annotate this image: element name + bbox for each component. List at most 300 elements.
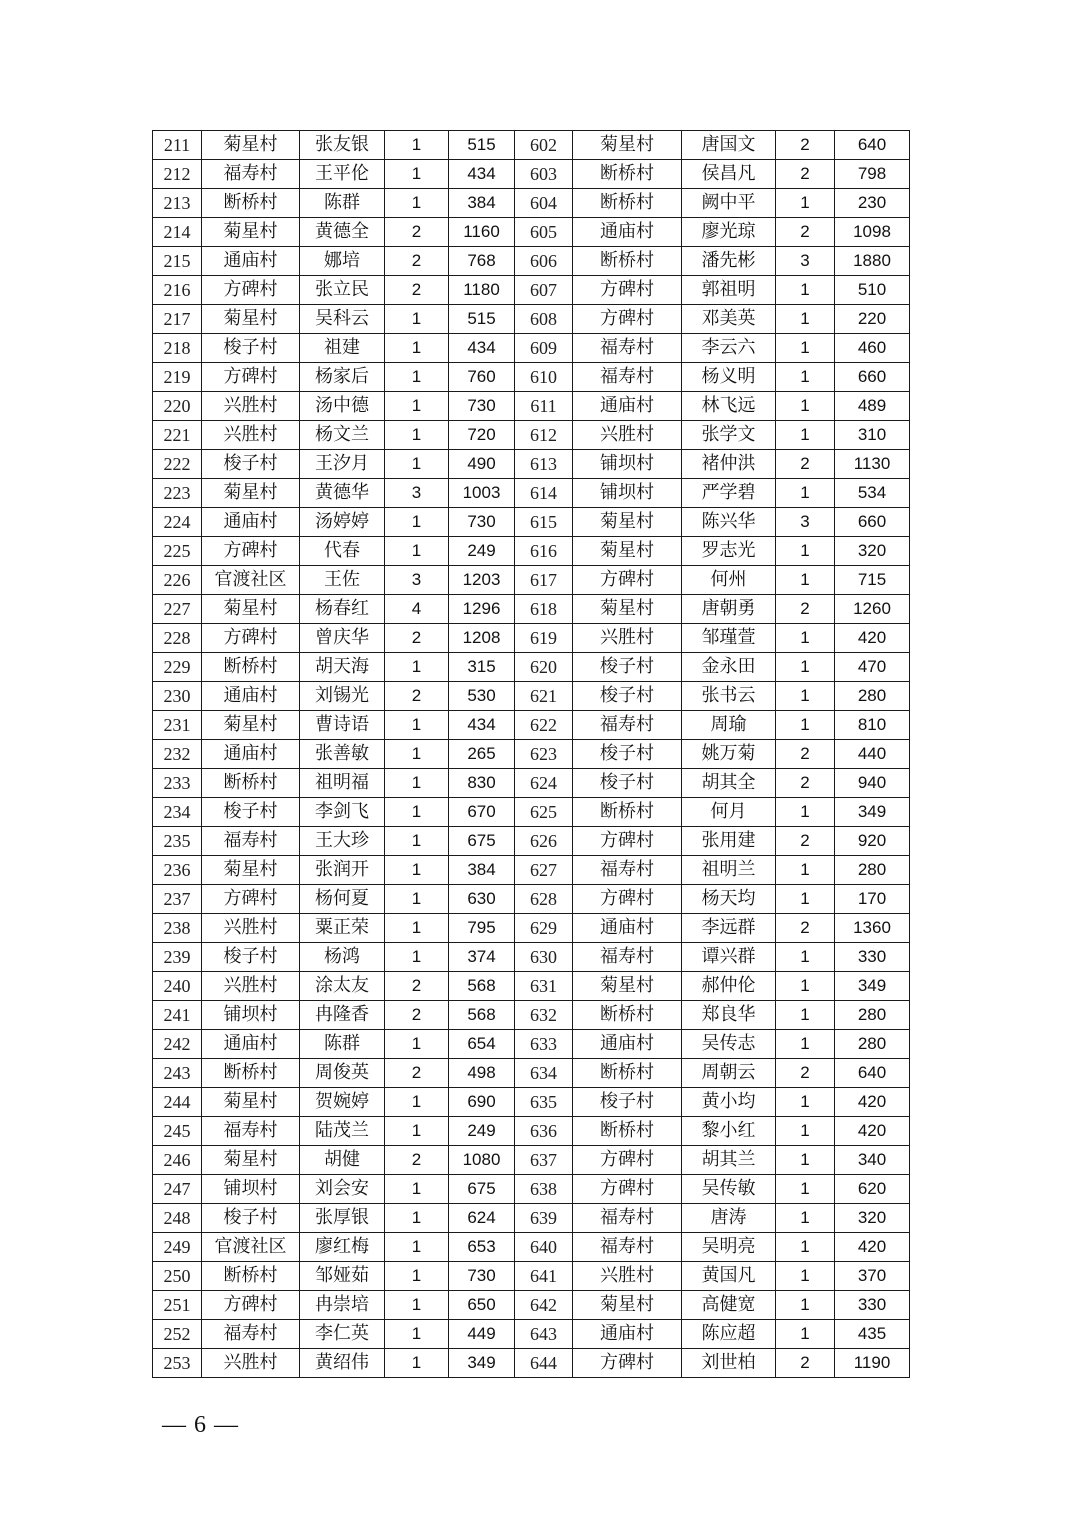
cell-serial-no: 239 [153, 943, 202, 972]
cell-household-count: 1 [385, 392, 449, 421]
cell-amount: 1190 [835, 1349, 910, 1378]
cell-household-count: 1 [385, 711, 449, 740]
cell-amount: 660 [835, 508, 910, 537]
cell-household-count: 1 [385, 189, 449, 218]
cell-village: 福寿村 [573, 363, 682, 392]
cell-serial-no: 618 [515, 595, 573, 624]
cell-serial-no: 608 [515, 305, 573, 334]
cell-village: 通庙村 [573, 914, 682, 943]
cell-serial-no: 224 [153, 508, 202, 537]
cell-household-count: 2 [385, 1146, 449, 1175]
cell-household-count: 1 [385, 798, 449, 827]
table-row [153, 827, 910, 856]
cell-village: 兴胜村 [202, 972, 300, 1001]
cell-household-count: 1 [776, 1117, 835, 1146]
cell-serial-no: 243 [153, 1059, 202, 1088]
cell-village: 断桥村 [573, 1059, 682, 1088]
table-row [153, 769, 910, 798]
cell-serial-no: 638 [515, 1175, 573, 1204]
cell-household-count: 2 [776, 740, 835, 769]
cell-village: 方碑村 [573, 1349, 682, 1378]
cell-amount: 670 [449, 798, 515, 827]
cell-village: 梭子村 [202, 334, 300, 363]
cell-village: 通庙村 [202, 740, 300, 769]
cell-serial-no: 613 [515, 450, 573, 479]
cell-name: 张用建 [682, 827, 776, 856]
cell-name: 张善敏 [300, 740, 385, 769]
cell-name: 刘锡光 [300, 682, 385, 711]
cell-household-count: 1 [776, 1320, 835, 1349]
cell-name: 黄绍伟 [300, 1349, 385, 1378]
cell-village: 菊星村 [202, 1146, 300, 1175]
cell-serial-no: 233 [153, 769, 202, 798]
cell-amount: 760 [449, 363, 515, 392]
cell-name: 郑良华 [682, 1001, 776, 1030]
cell-serial-no: 253 [153, 1349, 202, 1378]
cell-village: 兴胜村 [202, 421, 300, 450]
cell-amount: 650 [449, 1291, 515, 1320]
cell-amount: 249 [449, 537, 515, 566]
table-row [153, 131, 910, 160]
cell-name: 黎小红 [682, 1117, 776, 1146]
cell-serial-no: 237 [153, 885, 202, 914]
cell-name: 刘会安 [300, 1175, 385, 1204]
cell-name: 张润开 [300, 856, 385, 885]
cell-serial-no: 251 [153, 1291, 202, 1320]
cell-village: 福寿村 [573, 711, 682, 740]
cell-household-count: 3 [776, 247, 835, 276]
cell-serial-no: 625 [515, 798, 573, 827]
cell-serial-no: 642 [515, 1291, 573, 1320]
cell-amount: 249 [449, 1117, 515, 1146]
cell-serial-no: 221 [153, 421, 202, 450]
cell-household-count: 1 [776, 537, 835, 566]
cell-village: 福寿村 [202, 160, 300, 189]
cell-amount: 920 [835, 827, 910, 856]
cell-serial-no: 607 [515, 276, 573, 305]
cell-serial-no: 610 [515, 363, 573, 392]
cell-amount: 620 [835, 1175, 910, 1204]
cell-serial-no: 228 [153, 624, 202, 653]
cell-serial-no: 246 [153, 1146, 202, 1175]
cell-name: 侯昌凡 [682, 160, 776, 189]
cell-serial-no: 604 [515, 189, 573, 218]
cell-household-count: 1 [385, 740, 449, 769]
cell-household-count: 1 [385, 305, 449, 334]
cell-amount: 280 [835, 682, 910, 711]
cell-village: 福寿村 [573, 334, 682, 363]
cell-village: 兴胜村 [573, 624, 682, 653]
cell-village: 通庙村 [573, 392, 682, 421]
table-row [153, 798, 910, 827]
cell-amount: 768 [449, 247, 515, 276]
table-row [153, 1204, 910, 1233]
cell-amount: 1130 [835, 450, 910, 479]
cell-amount: 1160 [449, 218, 515, 247]
cell-amount: 349 [449, 1349, 515, 1378]
cell-name: 张友银 [300, 131, 385, 160]
cell-village: 菊星村 [202, 305, 300, 334]
cell-serial-no: 214 [153, 218, 202, 247]
cell-household-count: 1 [776, 189, 835, 218]
cell-name: 李剑飞 [300, 798, 385, 827]
cell-amount: 510 [835, 276, 910, 305]
cell-household-count: 1 [776, 1262, 835, 1291]
cell-household-count: 1 [776, 1204, 835, 1233]
table-row [153, 305, 910, 334]
cell-serial-no: 636 [515, 1117, 573, 1146]
cell-amount: 1098 [835, 218, 910, 247]
cell-village: 方碑村 [202, 276, 300, 305]
cell-name: 邹瑾萱 [682, 624, 776, 653]
cell-amount: 420 [835, 1117, 910, 1146]
cell-name: 唐朝勇 [682, 595, 776, 624]
cell-serial-no: 225 [153, 537, 202, 566]
cell-village: 方碑村 [573, 885, 682, 914]
cell-serial-no: 630 [515, 943, 573, 972]
cell-name: 邓美英 [682, 305, 776, 334]
cell-household-count: 1 [776, 363, 835, 392]
cell-name: 李云六 [682, 334, 776, 363]
cell-village: 通庙村 [573, 218, 682, 247]
cell-village: 铺坝村 [202, 1001, 300, 1030]
cell-household-count: 2 [776, 1349, 835, 1378]
page-number: — 6 — [162, 1412, 239, 1438]
table-row [153, 1175, 910, 1204]
cell-household-count: 3 [385, 566, 449, 595]
cell-village: 梭子村 [202, 450, 300, 479]
cell-name: 吴科云 [300, 305, 385, 334]
cell-village: 通庙村 [573, 1030, 682, 1059]
cell-name: 代春 [300, 537, 385, 566]
cell-serial-no: 232 [153, 740, 202, 769]
cell-household-count: 1 [385, 1175, 449, 1204]
cell-household-count: 1 [385, 1088, 449, 1117]
cell-household-count: 1 [776, 1146, 835, 1175]
table-row [153, 856, 910, 885]
cell-serial-no: 615 [515, 508, 573, 537]
table-row [153, 885, 910, 914]
cell-serial-no: 627 [515, 856, 573, 885]
cell-household-count: 1 [776, 624, 835, 653]
cell-village: 方碑村 [573, 276, 682, 305]
cell-serial-no: 635 [515, 1088, 573, 1117]
cell-household-count: 4 [385, 595, 449, 624]
cell-village: 断桥村 [202, 189, 300, 218]
cell-household-count: 1 [776, 682, 835, 711]
cell-amount: 654 [449, 1030, 515, 1059]
cell-amount: 730 [449, 1262, 515, 1291]
cell-name: 唐涛 [682, 1204, 776, 1233]
cell-village: 断桥村 [573, 798, 682, 827]
cell-serial-no: 229 [153, 653, 202, 682]
cell-name: 杨天均 [682, 885, 776, 914]
cell-household-count: 1 [776, 1030, 835, 1059]
cell-serial-no: 231 [153, 711, 202, 740]
cell-serial-no: 640 [515, 1233, 573, 1262]
table-row [153, 160, 910, 189]
cell-household-count: 1 [776, 1291, 835, 1320]
cell-village: 菊星村 [202, 479, 300, 508]
table-row [153, 334, 910, 363]
cell-household-count: 1 [385, 856, 449, 885]
cell-serial-no: 622 [515, 711, 573, 740]
cell-village: 官渡社区 [202, 566, 300, 595]
cell-amount: 830 [449, 769, 515, 798]
cell-amount: 1260 [835, 595, 910, 624]
cell-household-count: 2 [776, 914, 835, 943]
cell-household-count: 1 [776, 479, 835, 508]
cell-amount: 675 [449, 1175, 515, 1204]
cell-amount: 534 [835, 479, 910, 508]
cell-serial-no: 236 [153, 856, 202, 885]
cell-amount: 568 [449, 1001, 515, 1030]
cell-village: 菊星村 [202, 131, 300, 160]
cell-amount: 1360 [835, 914, 910, 943]
cell-village: 断桥村 [202, 1059, 300, 1088]
cell-name: 张书云 [682, 682, 776, 711]
cell-serial-no: 624 [515, 769, 573, 798]
cell-household-count: 1 [776, 276, 835, 305]
cell-village: 菊星村 [202, 711, 300, 740]
cell-name: 陆茂兰 [300, 1117, 385, 1146]
cell-amount: 280 [835, 856, 910, 885]
cell-village: 官渡社区 [202, 1233, 300, 1262]
cell-household-count: 2 [776, 131, 835, 160]
cell-name: 张厚银 [300, 1204, 385, 1233]
cell-name: 潘先彬 [682, 247, 776, 276]
cell-serial-no: 644 [515, 1349, 573, 1378]
table-row [153, 276, 910, 305]
cell-serial-no: 217 [153, 305, 202, 334]
cell-village: 通庙村 [202, 247, 300, 276]
cell-name: 汤婷婷 [300, 508, 385, 537]
cell-serial-no: 230 [153, 682, 202, 711]
cell-name: 胡天海 [300, 653, 385, 682]
table-row [153, 1320, 910, 1349]
cell-name: 周瑜 [682, 711, 776, 740]
table-row [153, 566, 910, 595]
cell-serial-no: 621 [515, 682, 573, 711]
cell-amount: 330 [835, 1291, 910, 1320]
table-row [153, 189, 910, 218]
cell-amount: 330 [835, 943, 910, 972]
cell-name: 吴传敏 [682, 1175, 776, 1204]
cell-serial-no: 623 [515, 740, 573, 769]
cell-village: 福寿村 [202, 1320, 300, 1349]
cell-name: 郝仲伦 [682, 972, 776, 1001]
cell-serial-no: 235 [153, 827, 202, 856]
cell-serial-no: 634 [515, 1059, 573, 1088]
cell-village: 兴胜村 [573, 421, 682, 450]
cell-household-count: 1 [776, 653, 835, 682]
cell-household-count: 1 [776, 334, 835, 363]
cell-amount: 434 [449, 334, 515, 363]
cell-amount: 660 [835, 363, 910, 392]
cell-serial-no: 616 [515, 537, 573, 566]
cell-serial-no: 617 [515, 566, 573, 595]
cell-serial-no: 631 [515, 972, 573, 1001]
cell-name: 陈兴华 [682, 508, 776, 537]
cell-household-count: 1 [385, 1204, 449, 1233]
cell-serial-no: 626 [515, 827, 573, 856]
cell-serial-no: 248 [153, 1204, 202, 1233]
table-row [153, 595, 910, 624]
cell-village: 方碑村 [573, 827, 682, 856]
cell-village: 菊星村 [573, 131, 682, 160]
cell-household-count: 1 [385, 1349, 449, 1378]
cell-household-count: 2 [776, 827, 835, 856]
cell-amount: 435 [835, 1320, 910, 1349]
cell-village: 福寿村 [202, 827, 300, 856]
cell-village: 方碑村 [573, 566, 682, 595]
cell-amount: 1208 [449, 624, 515, 653]
cell-name: 周俊英 [300, 1059, 385, 1088]
cell-village: 方碑村 [202, 1291, 300, 1320]
cell-amount: 230 [835, 189, 910, 218]
table-row [153, 479, 910, 508]
cell-name: 周朝云 [682, 1059, 776, 1088]
cell-serial-no: 633 [515, 1030, 573, 1059]
cell-name: 谭兴群 [682, 943, 776, 972]
cell-serial-no: 611 [515, 392, 573, 421]
cell-household-count: 1 [385, 450, 449, 479]
cell-name: 金永田 [682, 653, 776, 682]
cell-village: 方碑村 [573, 305, 682, 334]
cell-name: 曾庆华 [300, 624, 385, 653]
cell-serial-no: 252 [153, 1320, 202, 1349]
table-row [153, 218, 910, 247]
cell-name: 姚万菊 [682, 740, 776, 769]
table-row [153, 711, 910, 740]
table-row [153, 1146, 910, 1175]
cell-name: 张立民 [300, 276, 385, 305]
cell-household-count: 1 [385, 1291, 449, 1320]
cell-amount: 420 [835, 1088, 910, 1117]
cell-household-count: 1 [776, 943, 835, 972]
cell-household-count: 1 [776, 1175, 835, 1204]
cell-village: 兴胜村 [202, 392, 300, 421]
cell-name: 高健宽 [682, 1291, 776, 1320]
cell-amount: 280 [835, 1030, 910, 1059]
cell-name: 杨春红 [300, 595, 385, 624]
cell-name: 娜培 [300, 247, 385, 276]
cell-household-count: 2 [776, 450, 835, 479]
cell-serial-no: 223 [153, 479, 202, 508]
cell-village: 方碑村 [202, 624, 300, 653]
cell-name: 王平伦 [300, 160, 385, 189]
cell-household-count: 1 [385, 827, 449, 856]
cell-household-count: 2 [776, 1059, 835, 1088]
table-row [153, 392, 910, 421]
cell-name: 李仁英 [300, 1320, 385, 1349]
table-row [153, 682, 910, 711]
cell-serial-no: 240 [153, 972, 202, 1001]
cell-village: 铺坝村 [202, 1175, 300, 1204]
cell-amount: 675 [449, 827, 515, 856]
cell-name: 陈群 [300, 1030, 385, 1059]
cell-serial-no: 632 [515, 1001, 573, 1030]
cell-serial-no: 213 [153, 189, 202, 218]
cell-serial-no: 602 [515, 131, 573, 160]
cell-household-count: 2 [776, 595, 835, 624]
cell-household-count: 2 [385, 276, 449, 305]
cell-village: 兴胜村 [202, 1349, 300, 1378]
cell-serial-no: 226 [153, 566, 202, 595]
cell-household-count: 1 [776, 421, 835, 450]
table-row [153, 363, 910, 392]
cell-serial-no: 220 [153, 392, 202, 421]
cell-serial-no: 241 [153, 1001, 202, 1030]
cell-household-count: 1 [776, 798, 835, 827]
cell-amount: 730 [449, 392, 515, 421]
cell-amount: 320 [835, 1204, 910, 1233]
cell-village: 通庙村 [202, 682, 300, 711]
cell-serial-no: 614 [515, 479, 573, 508]
cell-serial-no: 612 [515, 421, 573, 450]
table-row [153, 1030, 910, 1059]
cell-amount: 340 [835, 1146, 910, 1175]
cell-amount: 498 [449, 1059, 515, 1088]
cell-village: 断桥村 [573, 1117, 682, 1146]
cell-household-count: 1 [385, 508, 449, 537]
cell-village: 通庙村 [202, 1030, 300, 1059]
table-row [153, 1088, 910, 1117]
cell-village: 菊星村 [573, 595, 682, 624]
cell-village: 梭子村 [202, 798, 300, 827]
cell-household-count: 1 [385, 537, 449, 566]
cell-name: 祖建 [300, 334, 385, 363]
cell-household-count: 2 [385, 972, 449, 1001]
cell-household-count: 1 [385, 943, 449, 972]
cell-name: 林飞远 [682, 392, 776, 421]
cell-household-count: 1 [385, 1117, 449, 1146]
cell-amount: 320 [835, 537, 910, 566]
cell-serial-no: 219 [153, 363, 202, 392]
cell-name: 王佐 [300, 566, 385, 595]
cell-amount: 265 [449, 740, 515, 769]
cell-amount: 1880 [835, 247, 910, 276]
cell-name: 郭祖明 [682, 276, 776, 305]
cell-household-count: 2 [776, 218, 835, 247]
cell-name: 粟正荣 [300, 914, 385, 943]
cell-name: 褚仲洪 [682, 450, 776, 479]
cell-name: 杨家后 [300, 363, 385, 392]
cell-household-count: 1 [385, 160, 449, 189]
cell-name: 杨义明 [682, 363, 776, 392]
cell-amount: 280 [835, 1001, 910, 1030]
cell-village: 菊星村 [573, 1291, 682, 1320]
cell-village: 梭子村 [573, 1088, 682, 1117]
table-row [153, 914, 910, 943]
cell-household-count: 1 [776, 566, 835, 595]
cell-village: 断桥村 [573, 1001, 682, 1030]
table-row [153, 1117, 910, 1146]
cell-name: 贺婉婷 [300, 1088, 385, 1117]
cell-amount: 630 [449, 885, 515, 914]
cell-village: 福寿村 [573, 943, 682, 972]
cell-household-count: 2 [385, 682, 449, 711]
table-row [153, 508, 910, 537]
cell-amount: 489 [835, 392, 910, 421]
cell-household-count: 1 [776, 972, 835, 1001]
cell-household-count: 1 [385, 653, 449, 682]
cell-village: 断桥村 [202, 769, 300, 798]
cell-amount: 1180 [449, 276, 515, 305]
cell-name: 杨何夏 [300, 885, 385, 914]
cell-name: 冉崇培 [300, 1291, 385, 1320]
cell-name: 阙中平 [682, 189, 776, 218]
